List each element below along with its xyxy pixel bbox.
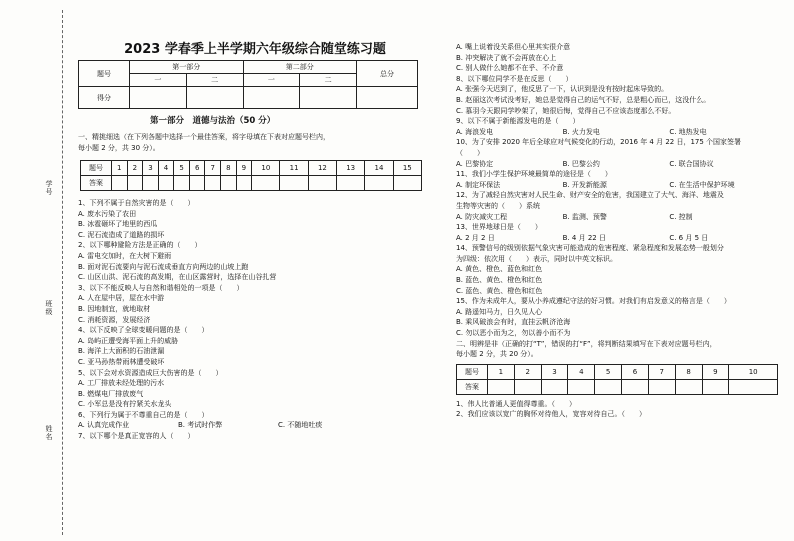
answer-table-2 xyxy=(456,364,778,395)
tf-question: 1、伟人比普通人更值得尊重。（ ） xyxy=(456,399,576,408)
answer-label: 答案 xyxy=(81,176,112,191)
answer-cell[interactable] xyxy=(127,176,143,191)
option: B. 因地制宜，就地取材 xyxy=(78,304,151,313)
right-column xyxy=(456,42,776,420)
option: B. 考试时作弊 xyxy=(178,421,223,430)
question-number: 9 xyxy=(236,161,252,176)
part-title: 第一部分 道德与法治（50 分） xyxy=(150,116,276,126)
option: B. 赵丽这次考试没考好，她总是觉得自己的运气不好，总是粗心而已，这没什么。 xyxy=(456,95,711,104)
option: C. 联合国协议 xyxy=(669,159,714,168)
question-number: 4 xyxy=(568,364,595,379)
instruction-line: 每小题 2 分，共 30 分）。 xyxy=(78,143,160,152)
answer-cell[interactable] xyxy=(393,176,421,191)
answer-cell[interactable] xyxy=(514,379,541,394)
option: A. 黄色、橙色、蓝色和红色 xyxy=(456,265,543,274)
answer-cell[interactable] xyxy=(337,176,365,191)
option: C. 6 月 5 日 xyxy=(669,233,709,242)
sub-header: 二 xyxy=(300,74,357,87)
option: A. 岛屿正遭受海平面上升的威胁 xyxy=(78,336,179,345)
question: （ ） xyxy=(456,148,484,157)
option: B. 海洋上大面积的石油泄漏 xyxy=(78,347,165,356)
answer-cell[interactable] xyxy=(308,176,336,191)
question-number: 2 xyxy=(514,364,541,379)
q9-options xyxy=(456,127,776,138)
answer-cell[interactable] xyxy=(541,379,568,394)
question: 9、以下不属于新能源发电的是（ ） xyxy=(456,117,580,126)
part2-header: 第二部分 xyxy=(243,61,357,74)
score-cell[interactable] xyxy=(243,87,300,109)
question: 5、以下会对水资源造成巨大伤害的是（ ） xyxy=(78,368,223,377)
option: B. 火力发电 xyxy=(562,127,600,136)
school-no-label: 学号 xyxy=(45,180,53,196)
table-header-label: 题号 xyxy=(457,364,488,379)
option: C. 勿以恶小而为之，勿以善小而不为 xyxy=(456,329,571,338)
left-questions xyxy=(78,198,378,442)
question: 8、以下哪位同学不是在反思（ ） xyxy=(456,74,573,83)
q12-options xyxy=(456,212,776,223)
sub-header: 一 xyxy=(243,74,300,87)
answer-cell[interactable] xyxy=(622,379,649,394)
option: B. 乘风破浪会有时，直挂云帆济沧海 xyxy=(456,318,571,327)
option: C. 慕羽今天跟同学吵架了，她很后悔，觉得自己不应该态度那么不好。 xyxy=(456,106,676,115)
answer-cell[interactable] xyxy=(675,379,702,394)
score-cell[interactable] xyxy=(357,87,418,109)
question-number: 8 xyxy=(675,364,702,379)
option: C. 地热发电 xyxy=(669,127,707,136)
option: C. 控制 xyxy=(669,212,693,221)
option: A. 张强今天迟到了，他反思了一下，认识到是没有按时起床导致的。 xyxy=(456,85,669,94)
answer-cell[interactable] xyxy=(702,379,729,394)
question-number: 6 xyxy=(189,161,205,176)
question: 12、为了减轻自然灾害对人民生命、财产安全的危害，我国建立了大气、海洋、地震及 xyxy=(456,191,724,200)
q11-options xyxy=(456,180,776,191)
q13-options xyxy=(456,233,776,244)
option: B. 面对泥石流要向与泥石流成垂直方向两边的山坡上跑 xyxy=(78,262,249,271)
answer-cell[interactable] xyxy=(365,176,393,191)
question-number: 1 xyxy=(488,364,515,379)
option: A. 废水污染了农田 xyxy=(78,209,137,218)
answer-label: 答案 xyxy=(457,379,488,394)
sub-header: 一 xyxy=(130,74,187,87)
answer-cell[interactable] xyxy=(252,176,280,191)
score-item-header: 题号 xyxy=(79,61,130,87)
q10-options xyxy=(456,159,776,170)
option: C. 在生活中保护环境 xyxy=(669,180,735,189)
table-header-label: 题号 xyxy=(81,161,112,176)
instruction-line: 一、精挑细选（在下列各题中选择一个最佳答案，将字母填在下表对应题号栏内， xyxy=(78,133,330,141)
question-number: 8 xyxy=(221,161,237,176)
option: A. 海浪发电 xyxy=(456,127,494,136)
option: A. 制定环保法 xyxy=(456,180,501,189)
question-number: 1 xyxy=(112,161,128,176)
question: 为四级：依次用（ ）表示，同时以中英文标识。 xyxy=(456,254,617,263)
binding-line xyxy=(62,10,63,535)
question: 3、以下不能反映人与自然和谐相处的一项是（ ） xyxy=(78,283,244,292)
question: 4、以下反映了全球变暖问题的是（ ） xyxy=(78,326,209,335)
total-header: 总分 xyxy=(357,61,418,87)
option: B. 燃煤电厂排放废气 xyxy=(78,389,144,398)
option: C. 不随地吐痰 xyxy=(278,421,323,430)
answer-cell[interactable] xyxy=(595,379,622,394)
option: C. 蓝色、黄色、橙色和红色 xyxy=(456,286,543,295)
question-number: 5 xyxy=(174,161,190,176)
question: 生物等灾害的（ ）系统 xyxy=(456,201,540,210)
question: 10、为了安排 2020 年后全球应对气候变化的行动，2016 年 4 月 22 日，175 个国家签署 xyxy=(456,138,742,147)
tf-question: 2、我们应该以宽广的胸怀对待他人，宽容对待自己。（ ） xyxy=(456,410,646,419)
option: B. 监测、预警 xyxy=(562,212,607,221)
answer-table-1 xyxy=(80,160,422,191)
answer-cell[interactable] xyxy=(174,176,190,191)
option: B. 开发新能源 xyxy=(562,180,607,189)
answer-cell[interactable] xyxy=(488,379,515,394)
q6-options xyxy=(78,420,378,431)
option: A. 雷电交加时，在大树下避雨 xyxy=(78,251,172,260)
answer-cell[interactable] xyxy=(568,379,595,394)
question-number: 4 xyxy=(158,161,174,176)
answer-cell[interactable] xyxy=(729,379,778,394)
section2-instruction: 二、明辨是非（正确的打“T”，错误的打“F”，将判断结果填写在下表对应题号栏内， xyxy=(456,339,717,348)
score-table xyxy=(78,60,418,109)
option: B. 巴黎公约 xyxy=(562,159,600,168)
class-label: 班级 xyxy=(45,300,53,316)
question: 7、以下哪个是真正宽容的人（ ） xyxy=(78,432,195,441)
question-number: 10 xyxy=(252,161,280,176)
question-number: 12 xyxy=(308,161,336,176)
option: C. 山区山洪、泥石流的高发期，在山区露营时，选择在山谷扎营 xyxy=(78,273,277,282)
option: A. 防灾减灾工程 xyxy=(456,212,508,221)
answer-cell[interactable] xyxy=(221,176,237,191)
answer-cell[interactable] xyxy=(189,176,205,191)
section2-instruction: 每小题 2 分，共 20 分）。 xyxy=(456,350,538,359)
answer-cell[interactable] xyxy=(143,176,159,191)
section1-instructions xyxy=(78,132,330,153)
answer-cell[interactable] xyxy=(158,176,174,191)
question-number: 6 xyxy=(622,364,649,379)
option: A. 工厂排放未经处理的污水 xyxy=(78,379,165,388)
exam-title: 2023 学春季上半学期六年级综合随堂练习题 xyxy=(124,42,386,57)
part1-header: 第一部分 xyxy=(130,61,244,74)
option: C. 别人做什么她都不在乎、不介意 xyxy=(456,64,564,73)
question: 2、以下哪种避险方法是正确的（ ） xyxy=(78,241,202,250)
question-number: 3 xyxy=(143,161,159,176)
option: B. 4 月 22 日 xyxy=(562,233,606,242)
score-cell[interactable] xyxy=(130,87,187,109)
option: A. 2 月 2 日 xyxy=(456,233,495,242)
option: C. 消耗资源，发展经济 xyxy=(78,315,151,324)
score-cell[interactable] xyxy=(186,87,243,109)
option: C. 小军总是没有拧紧关水龙头 xyxy=(78,400,172,409)
question-number: 5 xyxy=(595,364,622,379)
question: 13、世界地球日是（ ） xyxy=(456,223,542,232)
sub-header: 二 xyxy=(186,74,243,87)
question-number: 7 xyxy=(205,161,221,176)
question-number: 9 xyxy=(702,364,729,379)
question-number: 7 xyxy=(648,364,675,379)
question-number: 13 xyxy=(337,161,365,176)
score-cell[interactable] xyxy=(300,87,357,109)
name-label: 姓名 xyxy=(45,425,53,441)
option: A. 人在屋中居，屋在水中游 xyxy=(78,294,165,303)
option: B. 蓝色、黄色、橙色和红色 xyxy=(456,276,543,285)
answer-cell[interactable] xyxy=(648,379,675,394)
question: 1、下列不属于自然灾害的是（ ） xyxy=(78,199,195,207)
question: 14、预警信号的级别依据气象灾害可能造成的危害程度、紧急程度和发展态势一般划分 xyxy=(456,244,724,253)
question: 6、下列行为属于不尊重自己的是（ ） xyxy=(78,410,209,419)
question-number: 11 xyxy=(280,161,308,176)
question-number: 15 xyxy=(393,161,421,176)
option: A. 路遥知马力，日久见人心 xyxy=(456,307,543,316)
question-number: 2 xyxy=(127,161,143,176)
score-label: 得分 xyxy=(79,87,130,109)
answer-cell[interactable] xyxy=(280,176,308,191)
answer-cell[interactable] xyxy=(236,176,252,191)
option: A. 巴黎协定 xyxy=(456,159,494,168)
option: C. 泥石流造成了道路的损坏 xyxy=(78,230,165,239)
question: 11、我们小学生保护环境最简单的途径是（ ） xyxy=(456,170,612,179)
option: B. 冰雹砸坏了地里的西瓜 xyxy=(78,220,158,229)
question-number: 10 xyxy=(729,364,778,379)
question-number: 14 xyxy=(365,161,393,176)
answer-cell[interactable] xyxy=(205,176,221,191)
option: B. 冲突解决了就不会再放在心上 xyxy=(456,53,557,62)
question: 15、作为未成年人，要从小养成遵纪守法的好习惯。对我们有启发意义的格言是（ ） xyxy=(456,297,731,306)
answer-cell[interactable] xyxy=(112,176,128,191)
option: A. 嘴上说着没关系但心里其实很介意 xyxy=(456,43,571,51)
question-number: 3 xyxy=(541,364,568,379)
option: C. 亚马孙热带雨林遭受破坏 xyxy=(78,357,165,366)
option: A. 认真完成作业 xyxy=(78,421,130,430)
